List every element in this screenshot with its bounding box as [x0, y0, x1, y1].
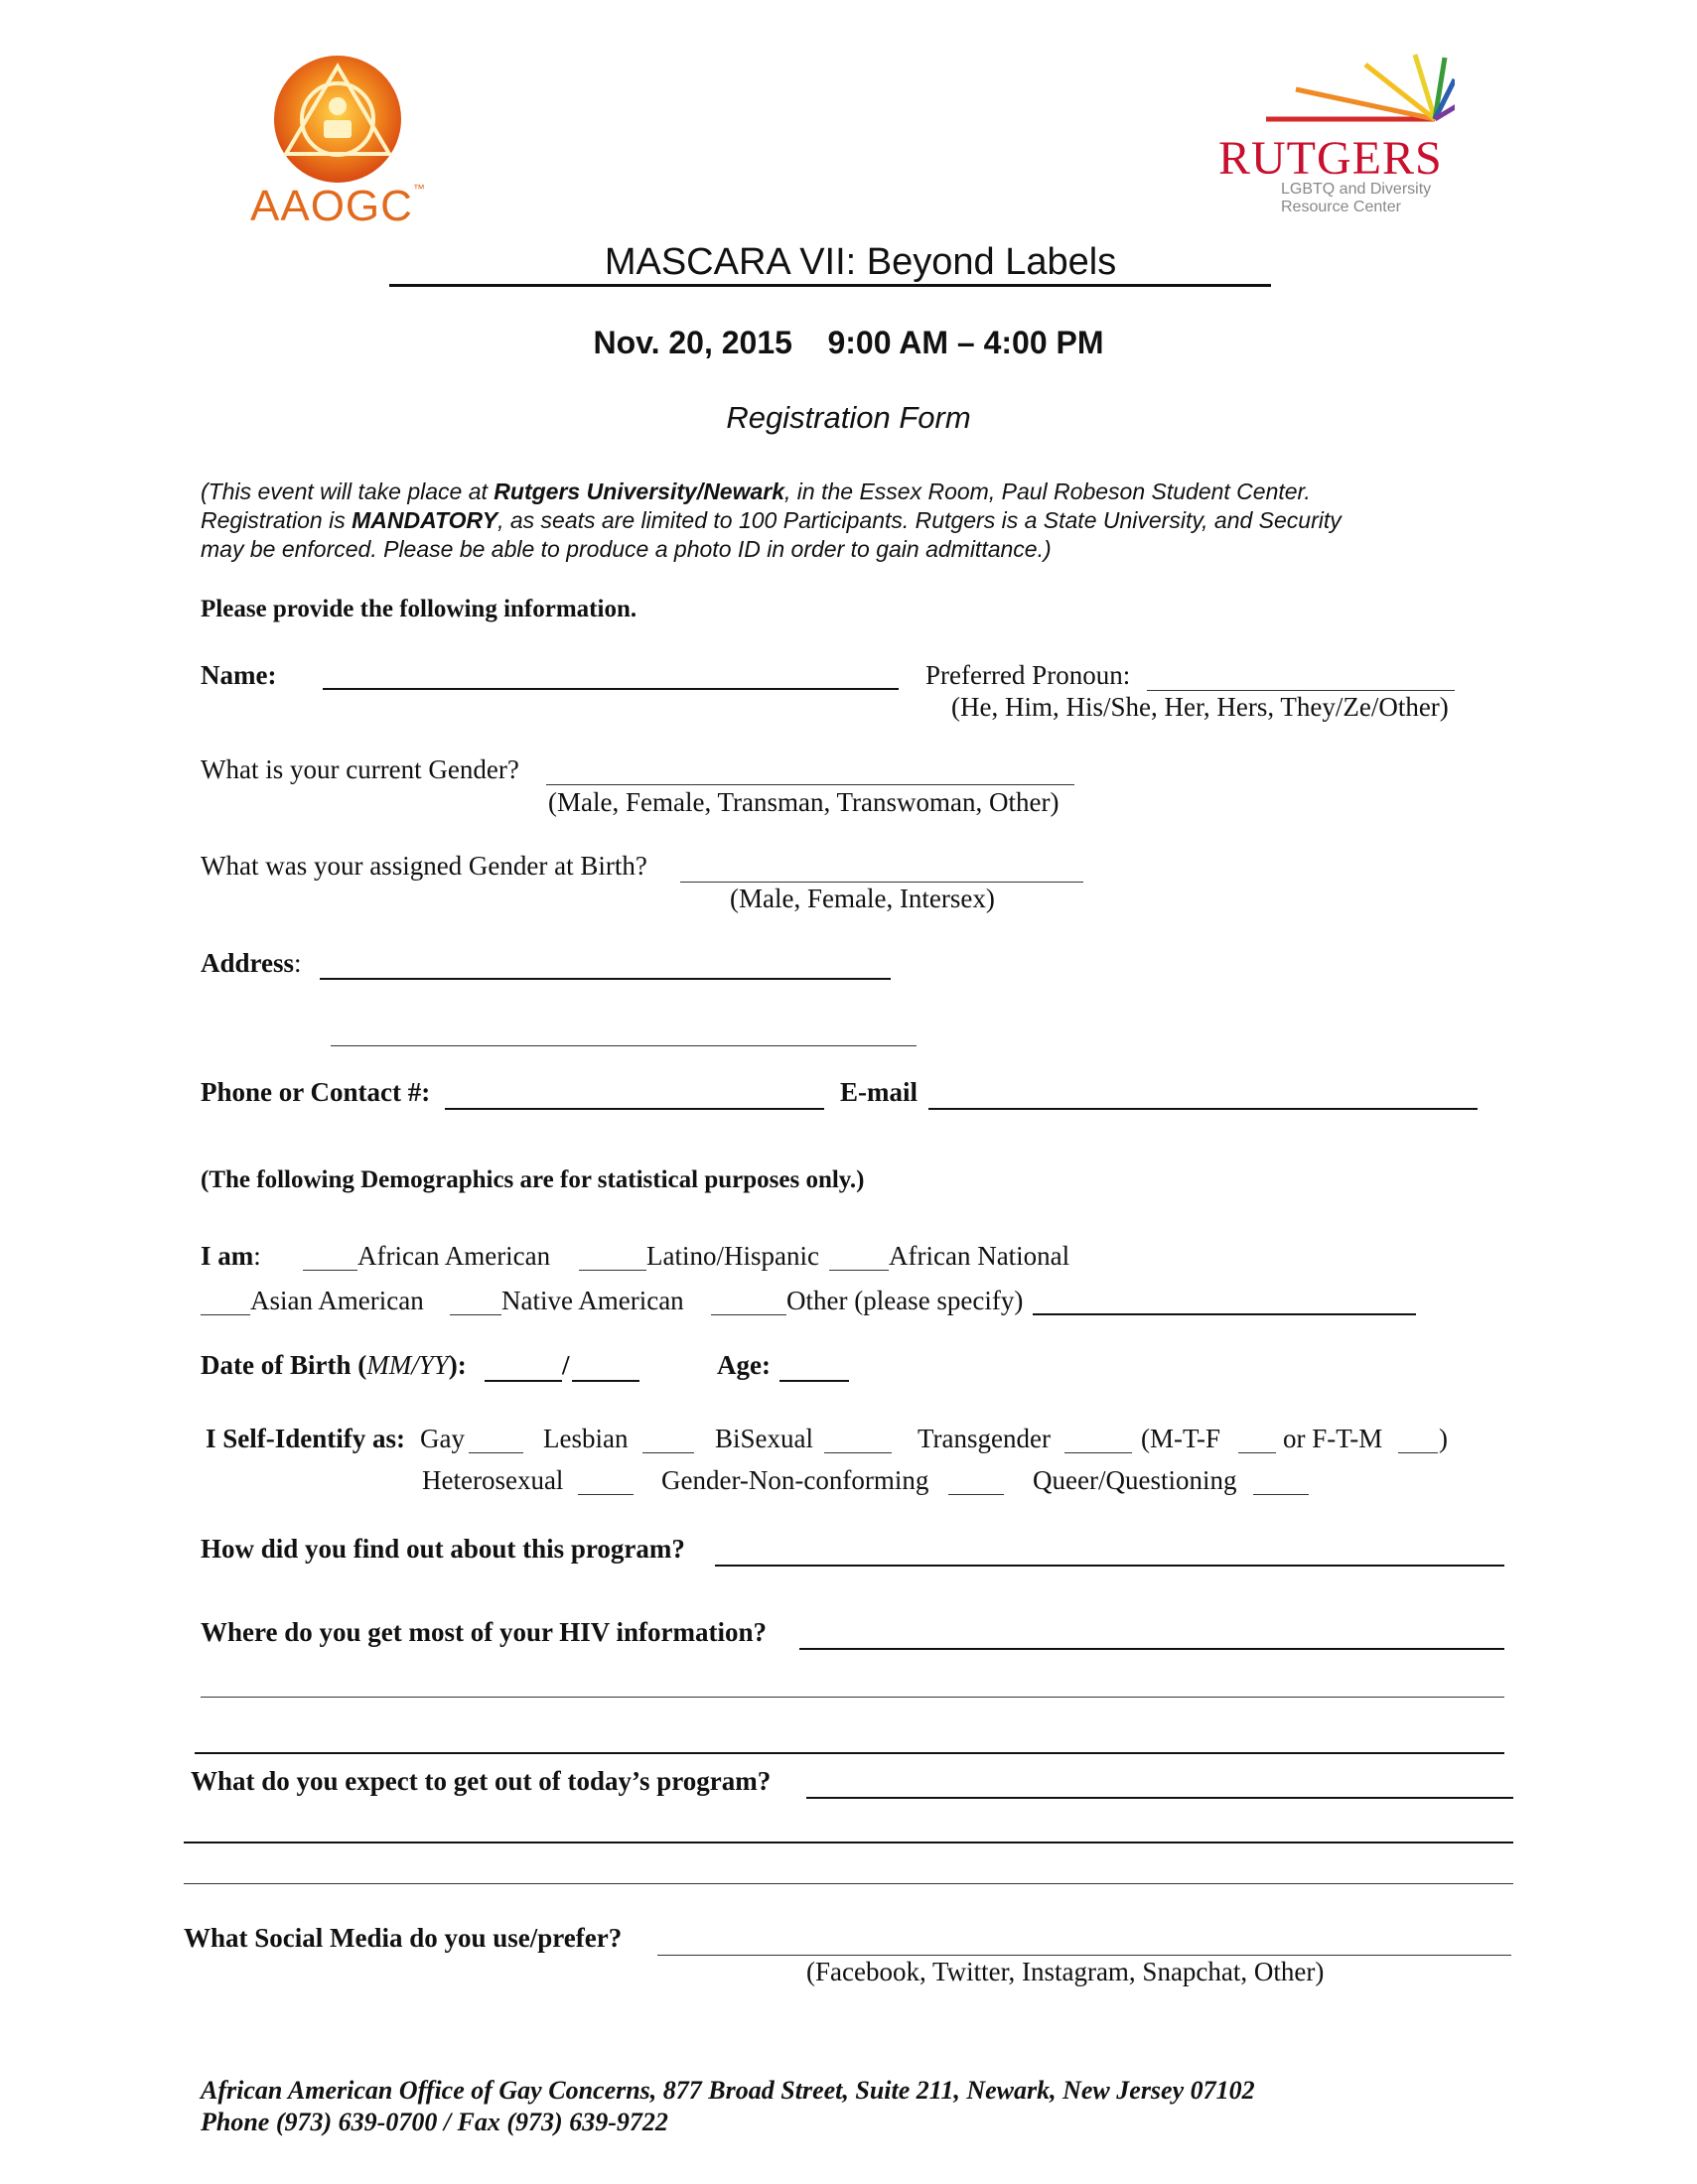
- mtf-blank[interactable]: [1238, 1452, 1276, 1453]
- option-queer-questioning: Queer/Questioning: [1033, 1465, 1237, 1495]
- social-media-field[interactable]: [657, 1955, 1511, 1956]
- bisexual-blank[interactable]: [824, 1452, 892, 1453]
- i-am-label-group: I am:: [201, 1241, 261, 1271]
- rutgers-logo: [1206, 40, 1465, 228]
- instructions: Please provide the following information.: [201, 596, 637, 622]
- mtf-label: (M-T-F: [1141, 1424, 1221, 1453]
- question-hiv-info: Where do you get most of your HIV information?: [201, 1617, 767, 1647]
- aaogc-logo: [248, 55, 447, 233]
- dob-format: MM/YY: [366, 1350, 449, 1380]
- pronoun-hint: (He, Him, His/She, Her, Hers, They/Ze/Other): [951, 692, 1449, 722]
- footer-phone: Phone (973) 639-0700 / Fax (973) 639-9722: [201, 2108, 668, 2136]
- gender-hint: (Male, Female, Transman, Transwoman, Other): [548, 787, 1060, 817]
- transgender-blank[interactable]: [1064, 1452, 1132, 1453]
- ftm-blank[interactable]: [1398, 1452, 1438, 1453]
- email-field[interactable]: [928, 1108, 1478, 1110]
- form-name: Registration Form: [726, 400, 971, 435]
- address-line-1[interactable]: [320, 978, 891, 980]
- dob-label: Date of Birth (: [201, 1350, 367, 1380]
- email-label: E-mail: [840, 1077, 918, 1107]
- dob-label-group: Date of Birth (MM/YY):: [201, 1350, 467, 1380]
- aaogc-logo-text: AAOGC: [250, 182, 413, 230]
- queer-blank[interactable]: [1253, 1494, 1309, 1495]
- latino-blank[interactable]: [579, 1270, 646, 1271]
- age-field[interactable]: [779, 1380, 849, 1382]
- address-label-group: Address:: [201, 948, 302, 978]
- how-found-field[interactable]: [715, 1565, 1504, 1567]
- gender-label: What is your current Gender?: [201, 754, 519, 784]
- gnc-blank[interactable]: [948, 1494, 1004, 1495]
- option-asian-american: Asian American: [250, 1286, 424, 1315]
- option-transgender: Transgender: [918, 1424, 1051, 1453]
- hiv-info-field[interactable]: [799, 1648, 1504, 1650]
- rutgers-logo-sub2: Resource Center: [1281, 199, 1401, 215]
- dob-slash: /: [562, 1350, 570, 1380]
- option-gay: Gay: [420, 1424, 465, 1453]
- native-american-blank[interactable]: [450, 1314, 501, 1315]
- option-other: Other (please specify): [786, 1286, 1024, 1315]
- option-african-national: African National: [889, 1241, 1070, 1271]
- rutgers-rays-icon: [1256, 50, 1455, 129]
- option-gender-non-conforming: Gender-Non-conforming: [661, 1465, 929, 1495]
- pronoun-field[interactable]: [1147, 690, 1455, 691]
- asian-american-blank[interactable]: [201, 1314, 250, 1315]
- hiv-info-line-3[interactable]: [195, 1752, 1504, 1754]
- option-bisexual: BiSexual: [715, 1424, 813, 1453]
- gender-field[interactable]: [546, 784, 1074, 785]
- option-latino-hispanic: Latino/Hispanic: [646, 1241, 819, 1271]
- i-am-label: I am: [201, 1241, 254, 1271]
- phone-label: Phone or Contact #:: [201, 1077, 431, 1107]
- ftm-label: or F-T-M: [1283, 1424, 1383, 1453]
- dob-month-field[interactable]: [485, 1380, 562, 1382]
- gay-blank[interactable]: [469, 1452, 523, 1453]
- question-social-media: What Social Media do you use/prefer?: [184, 1923, 623, 1953]
- address-line-2[interactable]: [331, 1045, 917, 1046]
- name-label: Name:: [201, 660, 277, 690]
- event-title: MASCARA VII: Beyond Labels: [604, 241, 1117, 283]
- self-id-close-paren: ): [1439, 1424, 1448, 1453]
- self-identify-label: I Self-Identify as:: [206, 1424, 405, 1453]
- aaogc-emblem-icon: [248, 55, 447, 184]
- heterosexual-blank[interactable]: [578, 1494, 634, 1495]
- age-label: Age:: [717, 1350, 771, 1380]
- event-notice: (This event will take place at Rutgers University/Newark, in the Essex Room, Paul Robeson Student Center. Registration is MANDATORY, as seats are limited to 100 Participants. Rutgers is a State University, and Security may be enforced. Please be able to produce a photo ID in order to gain admittance.): [201, 478, 1342, 562]
- option-african-american: African American: [357, 1241, 551, 1271]
- question-expectations: What do you expect to get out of today’s program?: [191, 1766, 772, 1796]
- demographics-note: (The following Demographics are for statistical purposes only.): [201, 1166, 865, 1193]
- birth-gender-label: What was your assigned Gender at Birth?: [201, 851, 647, 881]
- question-how-found: How did you find out about this program?: [201, 1534, 685, 1564]
- african-national-blank[interactable]: [829, 1270, 889, 1271]
- dob-year-field[interactable]: [572, 1380, 639, 1382]
- birth-gender-field[interactable]: [680, 882, 1083, 883]
- event-datetime: Nov. 20, 2015 9:00 AM – 4:00 PM: [593, 325, 1104, 360]
- name-field[interactable]: [323, 688, 899, 690]
- lesbian-blank[interactable]: [642, 1452, 694, 1453]
- aaogc-trademark: ™: [412, 182, 426, 196]
- african-american-blank[interactable]: [303, 1270, 357, 1271]
- other-specify-field[interactable]: [1033, 1313, 1416, 1315]
- birth-gender-hint: (Male, Female, Intersex): [730, 884, 995, 913]
- expectations-line-2[interactable]: [184, 1842, 1513, 1843]
- option-heterosexual: Heterosexual: [422, 1465, 564, 1495]
- phone-field[interactable]: [445, 1108, 824, 1110]
- pronoun-label: Preferred Pronoun:: [925, 660, 1131, 690]
- hiv-info-line-2[interactable]: [201, 1697, 1504, 1698]
- footer-address: African American Office of Gay Concerns, 877 Broad Street, Suite 211, Newark, New Jersey 07102: [201, 2076, 1255, 2105]
- address-label: Address: [201, 948, 295, 978]
- option-lesbian: Lesbian: [543, 1424, 629, 1453]
- rutgers-logo-text: RUTGERS: [1218, 132, 1443, 185]
- social-media-hint: (Facebook, Twitter, Instagram, Snapchat, Other): [806, 1957, 1325, 1986]
- option-native-american: Native American: [501, 1286, 684, 1315]
- other-blank[interactable]: [711, 1314, 786, 1315]
- rutgers-logo-sub1: LGBTQ and Diversity: [1281, 181, 1432, 198]
- expectations-line-3[interactable]: [184, 1883, 1513, 1884]
- expectations-field[interactable]: [806, 1797, 1513, 1799]
- title-underline: [389, 284, 1271, 287]
